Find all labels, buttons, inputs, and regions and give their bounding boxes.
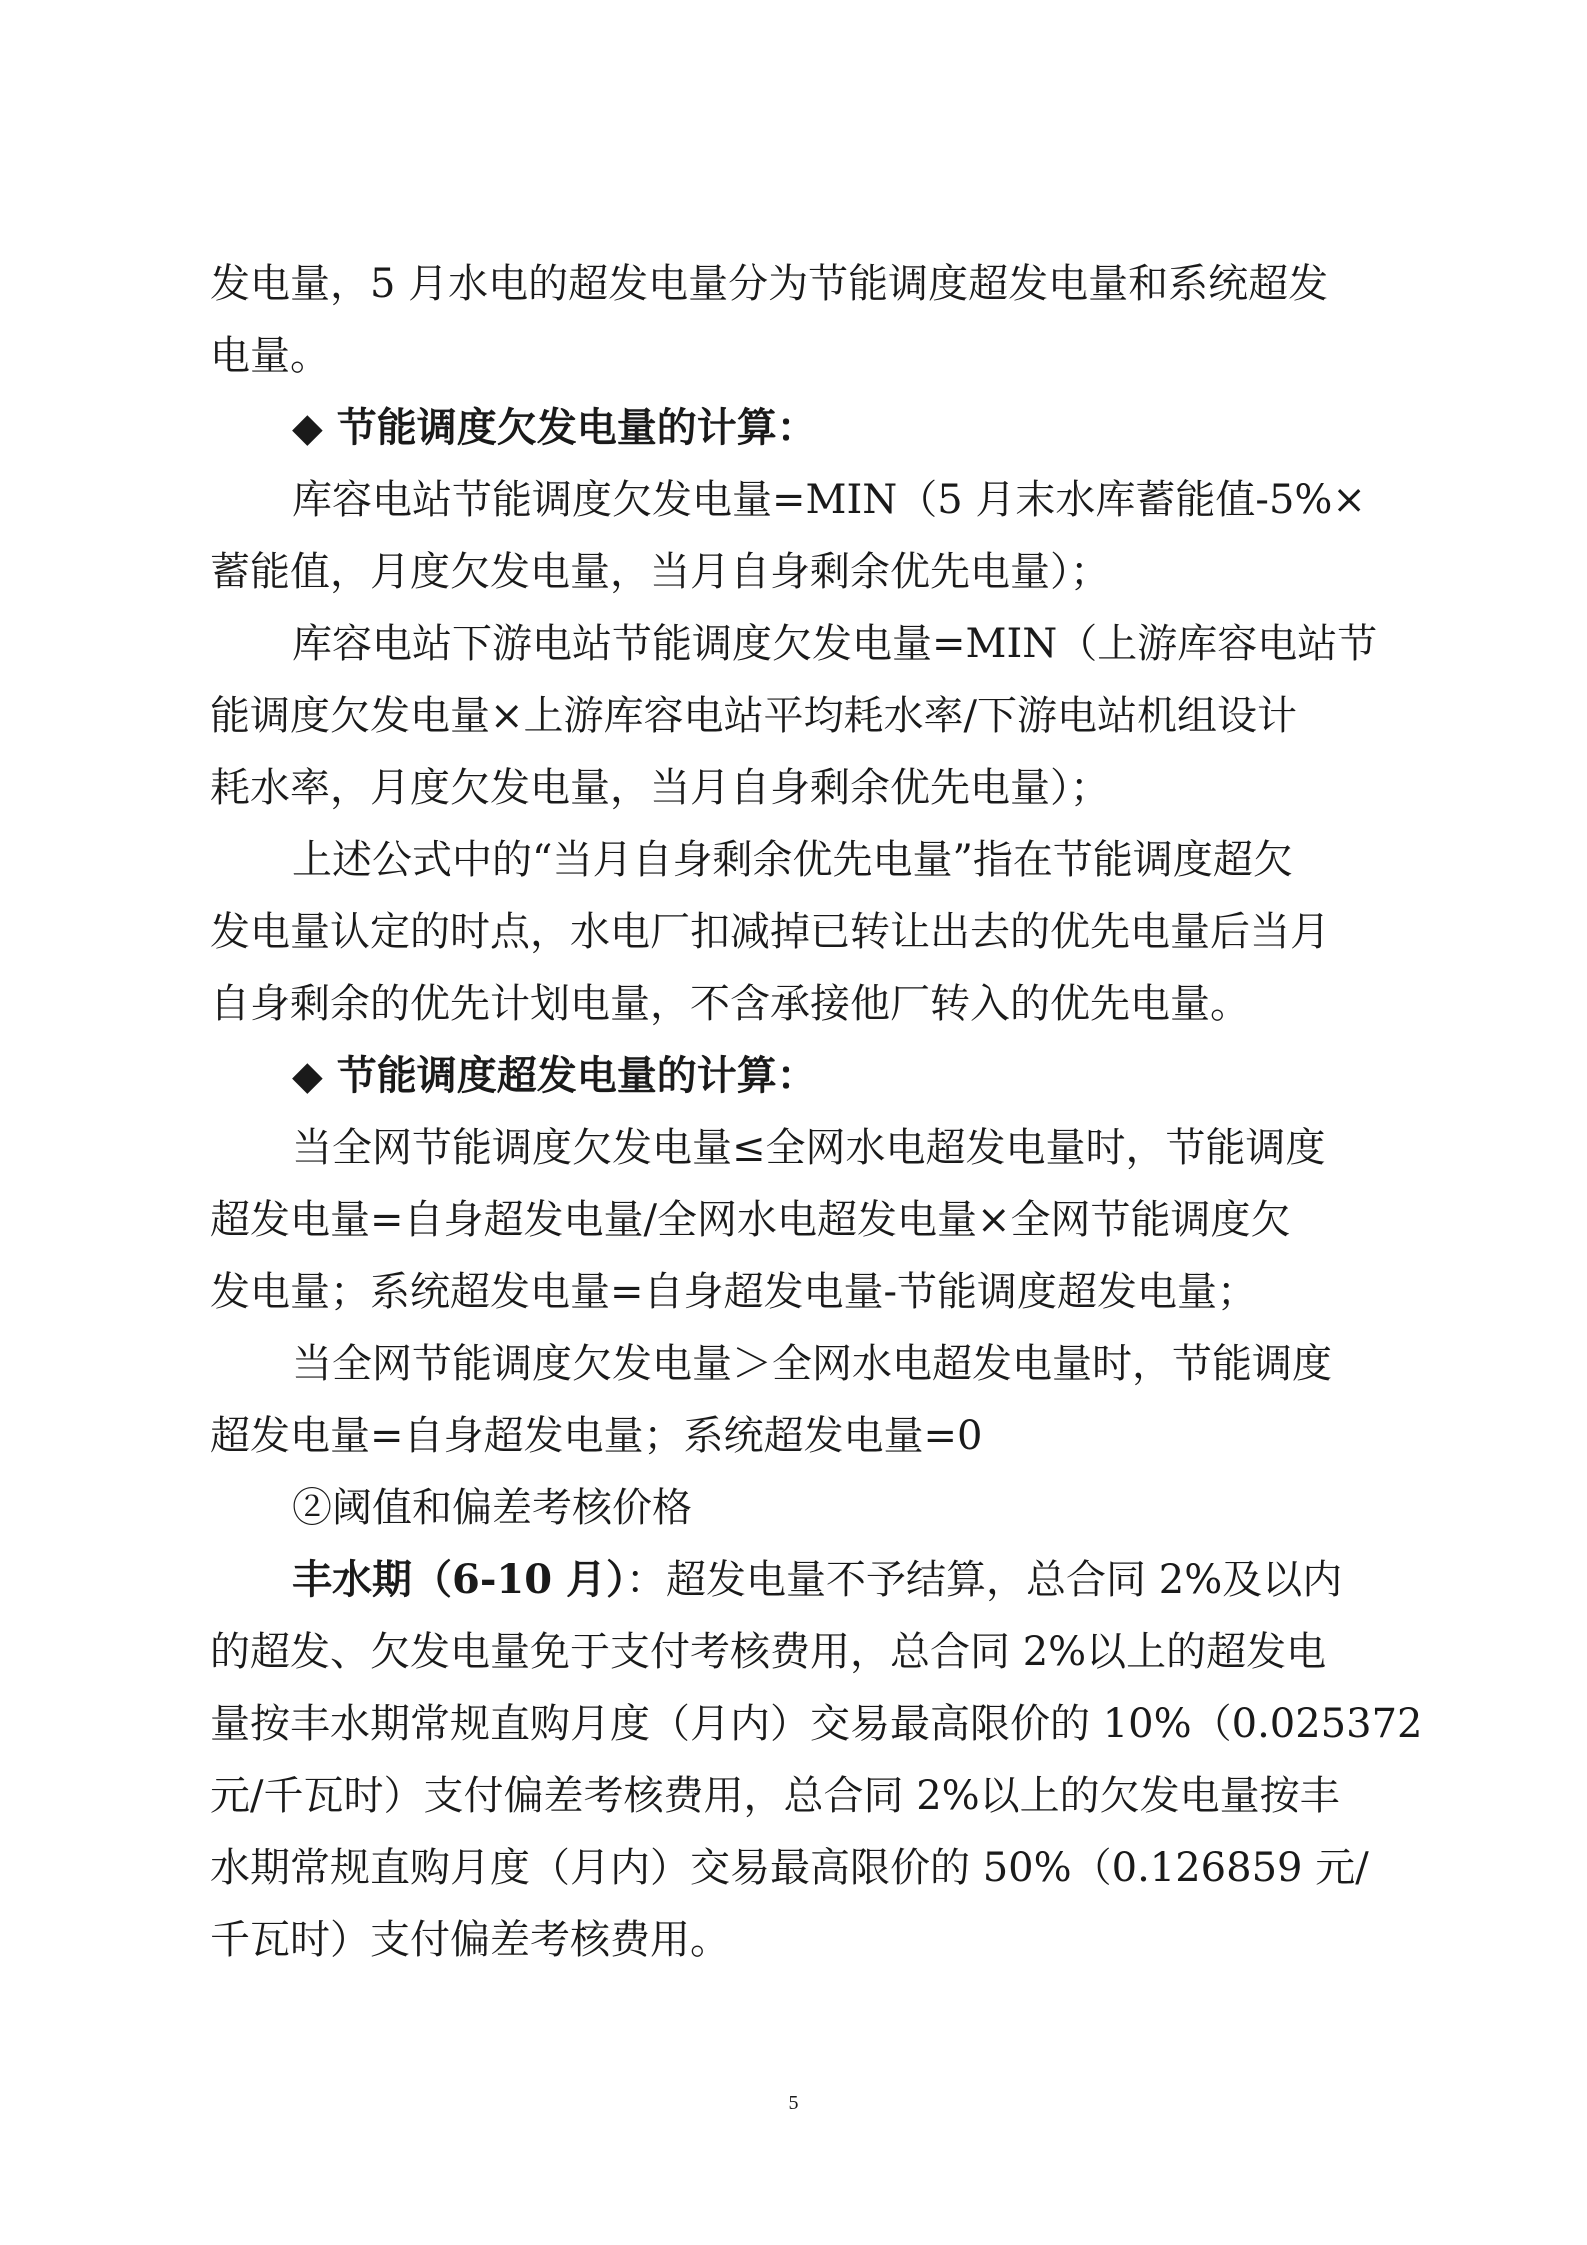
paragraph-2-line-2: 蓄能值，月度欠发电量，当月自身剩余优先电量）；: [210, 549, 1110, 595]
paragraph-7-line-2: 的超发、欠发电量免于支付考核费用，总合同 2%以上的超发电: [210, 1629, 1327, 1675]
paragraph-3-line-2: 能调度欠发电量×上游库容电站平均耗水率/下游电站机组设计: [210, 693, 1297, 739]
paragraph-4-line-1: 上述公式中的“当月自身剩余优先电量”指在节能调度超欠: [292, 837, 1293, 883]
paragraph-3-line-3: 耗水率，月度欠发电量，当月自身剩余优先电量）；: [210, 765, 1110, 811]
heading-underissue-text: 节能调度欠发电量的计算：: [336, 404, 817, 451]
diamond-bullet-icon: ◆: [292, 404, 323, 451]
paragraph-1-line-1: 发电量，5 月水电的超发电量分为节能调度超发电量和系统超发: [210, 261, 1329, 307]
paragraph-7-line-4: 元/千瓦时）支付偏差考核费用，总合同 2%以上的欠发电量按丰: [210, 1773, 1340, 1819]
paragraph-5-line-3: 发电量；系统超发电量=自身超发电量-节能调度超发电量；: [210, 1269, 1258, 1315]
paragraph-5-line-1: 当全网节能调度欠发电量≤全网水电超发电量时，节能调度: [292, 1125, 1326, 1171]
paragraph-3-line-1: 库容电站下游电站节能调度欠发电量=MIN（上游库容电站节: [292, 621, 1378, 667]
paragraph-7-line-5: 水期常规直购月度（月内）交易最高限价的 50%（0.126859 元/: [210, 1845, 1369, 1891]
heading-overissue-calc: [292, 1050, 1392, 1102]
paragraph-7-line-6: 千瓦时）支付偏差考核费用。: [210, 1917, 730, 1963]
diamond-bullet-icon: ◆: [292, 1052, 323, 1099]
heading-threshold: ②阈值和偏差考核价格: [292, 1485, 692, 1531]
paragraph-4-line-2: 发电量认定的时点，水电厂扣减掉已转让出去的优先电量后当月: [210, 909, 1330, 955]
paragraph-5-line-2: 超发电量=自身超发电量/全网水电超发电量×全网节能调度欠: [210, 1197, 1291, 1243]
paragraph-2-line-1: 库容电站节能调度欠发电量=MIN（5 月末水库蓄能值-5%×: [292, 477, 1366, 523]
paragraph-4-line-3: 自身剩余的优先计划电量，不含承接他厂转入的优先电量。: [210, 981, 1250, 1027]
paragraph-1-line-2: 电量。: [210, 333, 330, 379]
paragraph-7-line-1-rest: ：超发电量不予结算，总合同 2%及以内: [626, 1557, 1343, 1603]
paragraph-6-line-2: 超发电量=自身超发电量；系统超发电量=0: [210, 1413, 983, 1459]
paragraph-7-line-3: 量按丰水期常规直购月度（月内）交易最高限价的 10%（0.025372: [210, 1701, 1423, 1747]
flood-season-label: 丰水期（6-10 月）: [292, 1556, 627, 1603]
heading-overissue-text: 节能调度超发电量的计算：: [336, 1052, 817, 1099]
page-number: 5: [788, 2092, 799, 2114]
paragraph-6-line-1: 当全网节能调度欠发电量＞全网水电超发电量时，节能调度: [292, 1341, 1332, 1387]
paragraph-7-line-1: [292, 1554, 1392, 1606]
heading-underissue-calc: [292, 402, 1392, 454]
